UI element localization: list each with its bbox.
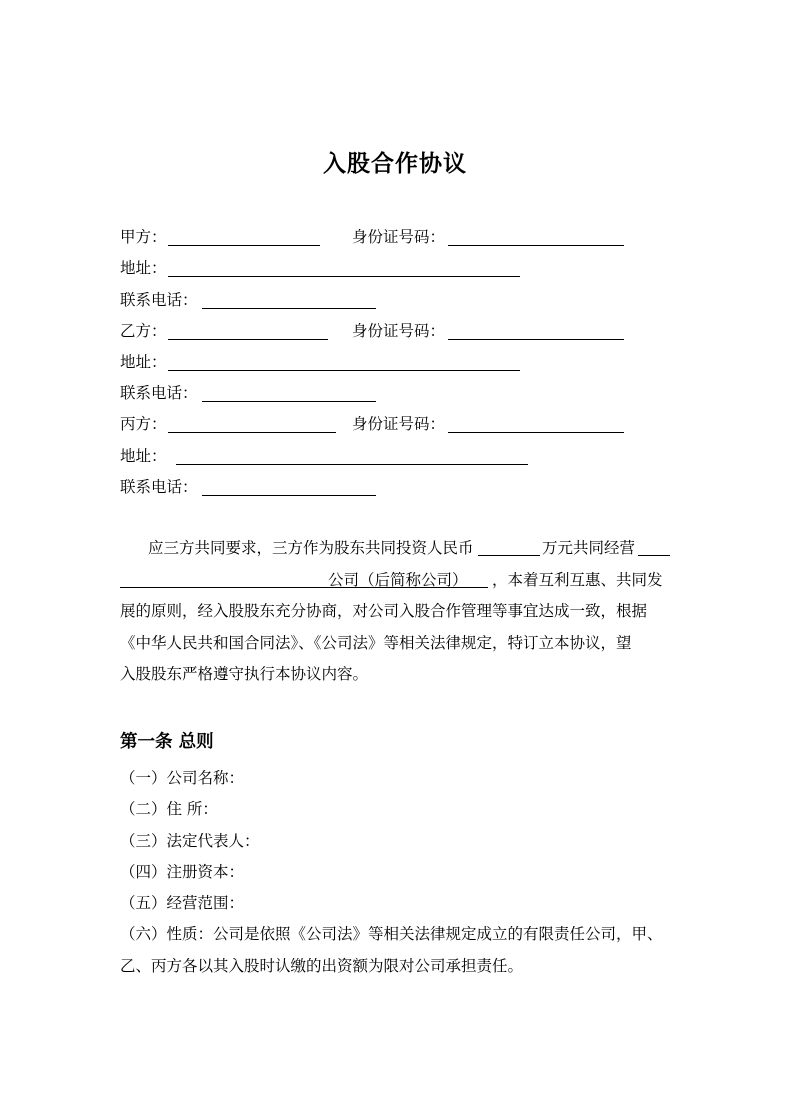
investment-amount-blank[interactable] [478, 555, 540, 556]
party-c-address-blank[interactable] [176, 464, 528, 465]
article-1-item: （二）住 所： [120, 800, 218, 819]
preamble-text-2a: 公司（后简称公司） [328, 570, 468, 589]
party-c-phone-blank[interactable] [202, 495, 376, 496]
preamble-line-5: 入股股东严格遵守执行本协议内容。 [120, 665, 369, 683]
party-a-phone-row [120, 288, 400, 312]
party-a-address-label: 地址： [120, 259, 167, 277]
preamble-line-2 [120, 565, 670, 597]
party-c-id-blank[interactable] [448, 432, 624, 433]
party-b-phone-row [120, 381, 400, 405]
party-b-address-label: 地址： [120, 353, 167, 371]
party-b-phone-label: 联系电话： [120, 384, 198, 402]
party-a-row [120, 225, 640, 249]
party-a-id-blank[interactable] [448, 245, 624, 246]
party-c-row [120, 412, 640, 436]
preamble-line-4: 《中华人民共和国合同法》、《公司法》等相关法律规定，特订立本协议，望 [120, 633, 632, 652]
article-1-item: （四）注册资本： [120, 862, 245, 881]
party-c-address-label: 地址： [120, 447, 167, 465]
party-c-phone-label: 联系电话： [120, 478, 198, 496]
party-c-blank[interactable] [168, 432, 336, 433]
article-1-item: （六）性质：公司是依照《公司法》等相关法律规定成立的有限责任公司，甲、 [120, 925, 663, 944]
party-a-blank[interactable] [168, 245, 320, 246]
party-b-address-row [120, 350, 540, 374]
party-b-address-blank[interactable] [168, 370, 520, 371]
party-c-id-label: 身份证号码： [352, 415, 446, 433]
article-1-item: （一）公司名称： [120, 769, 245, 787]
party-a-label: 甲方： [120, 228, 167, 246]
preamble-paragraph [120, 533, 670, 691]
party-c-phone-row [120, 475, 400, 499]
party-b-id-blank[interactable] [448, 339, 624, 340]
article-1-item: 乙、丙方各以其入股时认缴的出资额为限对公司承担责任。 [120, 956, 524, 975]
preamble-line-1 [120, 533, 670, 565]
party-b-id-label: 身份证号码： [352, 322, 446, 340]
preamble-text-1a: 应三方共同要求，三方作为股东共同投资人民币 [148, 539, 474, 557]
party-a-id-label: 身份证号码： [352, 228, 446, 246]
party-a-address-row [120, 256, 540, 280]
document-title: 入股合作协议 [323, 150, 467, 177]
party-c-address-row [120, 444, 540, 468]
party-b-phone-blank[interactable] [202, 401, 376, 402]
company-name-blank-1[interactable] [638, 555, 670, 556]
party-b-label: 乙方： [120, 322, 167, 340]
party-a-phone-label: 联系电话： [120, 291, 198, 309]
preamble-text-1b: 万元共同经营 [542, 539, 636, 557]
article-1-item: （五）经营范围： [120, 894, 245, 913]
party-b-row [120, 319, 640, 343]
article-1-item: （三）法定代表人： [120, 831, 260, 850]
party-c-label: 丙方： [120, 415, 167, 433]
preamble-text-2b: ，本着互利互惠、共同发 [492, 570, 663, 589]
party-a-phone-blank[interactable] [202, 308, 376, 309]
article-1-title: 第一条 总则 [120, 732, 214, 752]
article-1-items [120, 763, 680, 982]
party-a-address-blank[interactable] [168, 276, 520, 277]
party-b-blank[interactable] [168, 339, 328, 340]
preamble-line-3: 展的原则，经入股股东充分协商，对公司入股合作管理等事宜达成一致，根据 [120, 602, 648, 620]
